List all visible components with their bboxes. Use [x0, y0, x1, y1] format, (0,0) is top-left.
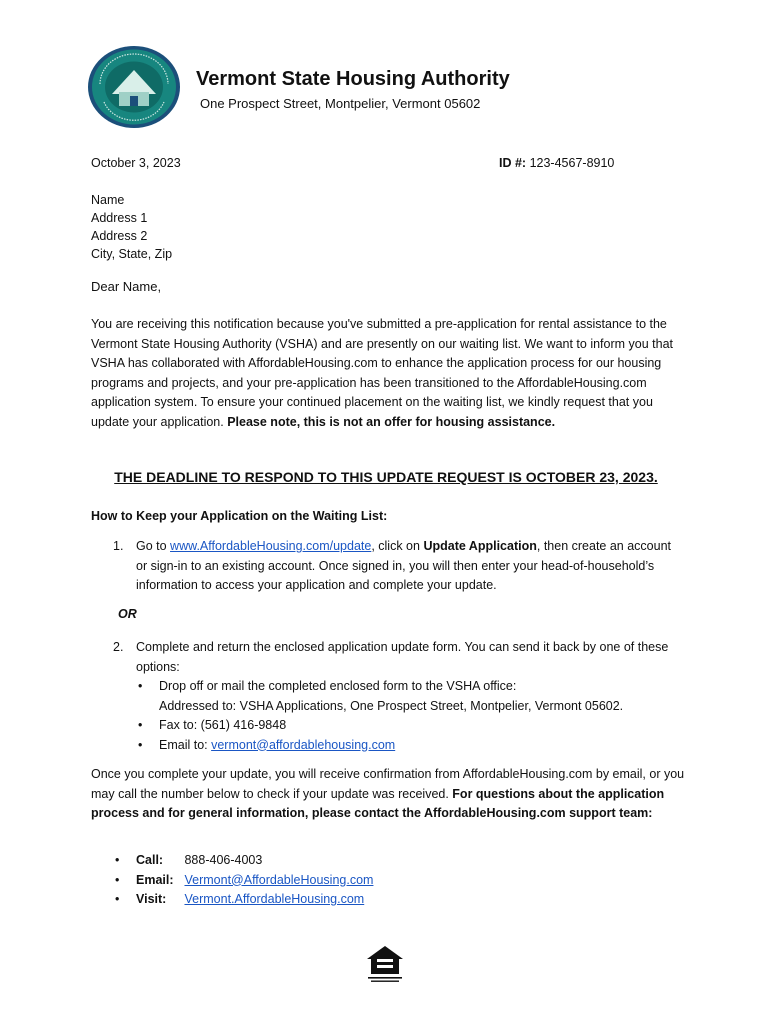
return-options-list — [136, 677, 696, 755]
contact-email — [113, 871, 373, 891]
step-2 — [113, 638, 683, 677]
recipient-city-state-zip: City, State, Zip — [91, 247, 173, 261]
step-1-mid: , click on — [371, 539, 424, 553]
update-link[interactable]: www.AffordableHousing.com/update — [170, 539, 372, 553]
step-1-pre: Go to — [136, 539, 171, 553]
id-line — [499, 156, 614, 170]
email-label: Email: — [136, 872, 174, 887]
support-website-link[interactable]: Vermont.AffordableHousing.com — [184, 892, 365, 906]
recipient-address-2: Address 2 — [91, 229, 148, 243]
contact-visit — [113, 890, 373, 910]
call-number: 888-406-4003 — [184, 853, 263, 867]
org-address: One Prospect Street, Montpelier, Vermont 05602 — [200, 96, 481, 111]
closing-text: Once you complete your update, you will receive confirmation from AffordableHousing.com by email, or you may call the number below to check if your update was received. — [91, 767, 685, 801]
option-mail — [136, 677, 696, 716]
org-name: Vermont State Housing Authority — [196, 68, 510, 90]
recipient-address — [91, 191, 172, 263]
visit-label: Visit: — [136, 892, 167, 906]
bullet: • — [115, 892, 120, 906]
bullet: • — [115, 853, 120, 867]
support-email-link[interactable]: Vermont@AffordableHousing.com — [184, 872, 374, 887]
closing-paragraph — [91, 765, 691, 824]
call-label: Call: — [136, 853, 164, 867]
id-label: ID #: — [499, 156, 527, 170]
option-email — [136, 736, 696, 756]
option-fax — [136, 716, 696, 736]
vsha-email-link[interactable]: vermont@affordablehousing.com — [211, 737, 396, 752]
intro-text: You are receiving this notification because you've submitted a pre-application for rental assistance to the Vermont State Housing Authority (VSHA) and are presently on our waiting list. We want to inform you that VSHA has collaborated with AffordableHousing.com to enhance the application process for our housing programs and projects, and your pre-application has been transitioned to the AffordableHousing.com application system. To ensure your continued placement on the waiting list, we kindly request that you update your application. — [91, 317, 674, 429]
option-fax-text: Fax to: (561) 416-9848 — [159, 718, 287, 732]
step-1-post: , then create an account or sign-in to an existing account. Once signed in, you will then enter your head-of-household’s information to access your application and complete your update. — [136, 539, 671, 592]
recipient-address-1: Address 1 — [91, 211, 148, 225]
letter-date: October 3, 2023 — [91, 156, 181, 170]
or-separator: OR — [118, 607, 137, 621]
howto-heading: How to Keep your Application on the Waiting List: — [91, 509, 388, 523]
deadline-notice: THE DEADLINE TO RESPOND TO THIS UPDATE REQUEST IS OCTOBER 23, 2023. — [114, 469, 658, 485]
bullet: • — [138, 679, 143, 693]
bullet: • — [138, 718, 143, 732]
id-value: 123-4567-8910 — [529, 156, 615, 170]
bullet: • — [138, 737, 143, 752]
option-mail-line-2: Addressed to: VSHA Applications, One Prospect Street, Montpelier, Vermont 05602. — [159, 698, 624, 713]
step-1-number: 1. — [113, 539, 124, 553]
intro-note: Please note, this is not an offer for housing assistance. — [227, 414, 556, 429]
step-1 — [113, 537, 683, 596]
update-application-label: Update Application — [423, 539, 537, 553]
step-2-text: Complete and return the enclosed application update form. You can send it back by one of these options: — [136, 640, 669, 674]
recipient-name: Name — [91, 193, 125, 207]
salutation: Dear Name, — [91, 279, 162, 294]
bullet: • — [115, 872, 120, 887]
closing-bold: For questions about the application process and for general information, please contact the AffordableHousing.com support team: — [91, 786, 665, 820]
option-mail-line-1: Drop off or mail the completed enclosed form to the VSHA office: — [159, 679, 517, 693]
intro-paragraph — [91, 315, 691, 432]
step-2-number: 2. — [113, 640, 124, 654]
equal-housing-opportunity-logo — [363, 942, 407, 984]
support-contacts — [113, 851, 373, 910]
vsha-seal-logo — [86, 44, 182, 130]
contact-call — [113, 851, 373, 871]
option-email-label: Email to: — [159, 737, 212, 752]
